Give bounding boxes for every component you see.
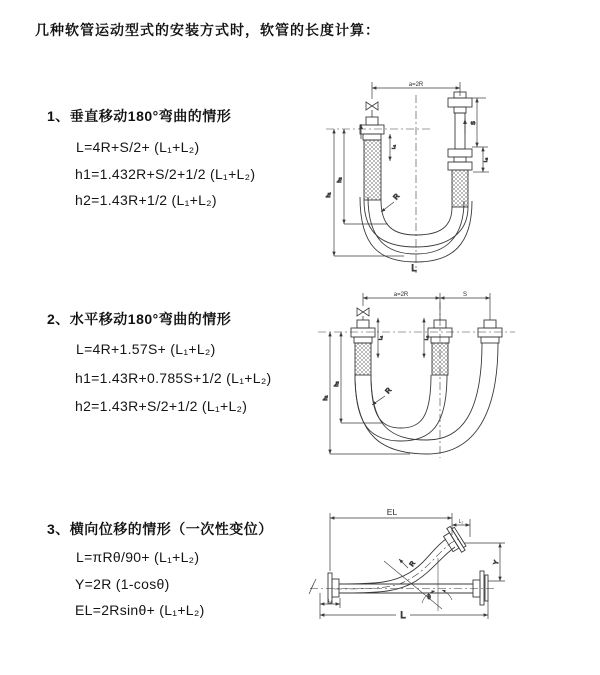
d2-dim-s-label: S xyxy=(462,292,468,298)
right-flange xyxy=(473,571,488,605)
formula-line: h1=1.432R+S/2+1/2 (L₁+L₂) xyxy=(75,166,256,182)
formula-line: h2=1.43R+1/2 (L₁+L₂) xyxy=(75,192,217,208)
page-title: 几种软管运动型式的安装方式时，软管的长度计算： xyxy=(35,22,380,38)
d2-radius-label: R xyxy=(384,386,394,396)
formula-line: L=4R+S/2+ (L₁+L₂) xyxy=(76,139,200,155)
left-pipe-fitting xyxy=(360,117,384,200)
d3-theta-label: θ xyxy=(427,595,431,601)
section-2-heading: 2、水平移动180°弯曲的情形 xyxy=(47,311,232,327)
hose-u-arcs xyxy=(355,343,498,454)
braided-hose-section xyxy=(364,140,381,200)
valve-icon xyxy=(357,308,369,320)
hose-s-curve xyxy=(334,538,460,593)
d1-dim-a2r-label: a=2R xyxy=(408,82,424,88)
section-1-heading: 1、垂直移动180°弯曲的情形 xyxy=(47,108,232,124)
d1-dim-h1-label: h₁ xyxy=(326,192,332,198)
d1-dim-l1-label: L₁ xyxy=(391,144,396,150)
d3-dim-l2-label: L₂ xyxy=(458,519,464,525)
d3-dim-y-label: Y xyxy=(492,559,501,566)
d1-length-label: L xyxy=(411,263,417,274)
break-mark xyxy=(309,579,316,594)
formula-line: h2=1.43R+S/2+1/2 (L₁+L₂) xyxy=(75,398,248,414)
d2-dim-l2-label: L₂ xyxy=(424,335,429,341)
radius-leader xyxy=(381,202,394,212)
braided-hose-section xyxy=(355,343,371,375)
formula-line: h1=1.43R+0.785S+1/2 (L₁+L₂) xyxy=(75,370,272,386)
dim-el xyxy=(330,513,452,571)
right-pipe-fitting xyxy=(448,92,472,207)
diagram-horizontal-180-bend xyxy=(310,288,600,463)
formula-line: Y=2R (1-cosθ) xyxy=(75,576,170,592)
d3-dim-l1-label: L₁ xyxy=(327,598,333,603)
middle-pipe-fitting xyxy=(428,320,452,375)
left-pipe-fitting xyxy=(351,320,375,375)
d1-dim-s-label: S xyxy=(471,121,477,125)
radius-leader xyxy=(372,396,385,405)
formula-line: EL=2Rsinθ+ (L₁+L₂) xyxy=(75,602,205,618)
dim-a2r xyxy=(363,293,490,320)
formula-line: L=4R+1.57S+ (L₁+L₂) xyxy=(76,341,216,357)
braided-hose-section xyxy=(432,343,448,375)
d2-dim-h2-label: h₂ xyxy=(334,381,340,387)
d3-radius-label: R xyxy=(408,560,417,569)
d2-dim-l1-label: L₁ xyxy=(378,335,383,341)
d1-radius-label: R xyxy=(392,192,402,202)
formula-line: L=πRθ/90+ (L₁+L₂) xyxy=(76,549,200,565)
d1-dim-h2-label: h₂ xyxy=(337,177,343,183)
right-pipe-fitting xyxy=(478,320,502,343)
valve-icon xyxy=(366,102,378,117)
diagram-lateral-displacement xyxy=(300,503,600,648)
d1-dim-l2-label: L₂ xyxy=(483,157,488,163)
braided-hose-section xyxy=(452,170,468,207)
d3-dim-el-label: EL xyxy=(386,507,398,517)
radius-leader xyxy=(399,559,408,568)
d2-dim-a2r-label: a=2R xyxy=(393,292,409,298)
diagram-vertical-180-bend xyxy=(310,77,600,277)
d3-length-label: L xyxy=(400,610,406,621)
d2-dim-h1-label: h₁ xyxy=(323,395,329,401)
section-3-heading: 3、横向位移的情形（一次性变位） xyxy=(47,521,273,537)
